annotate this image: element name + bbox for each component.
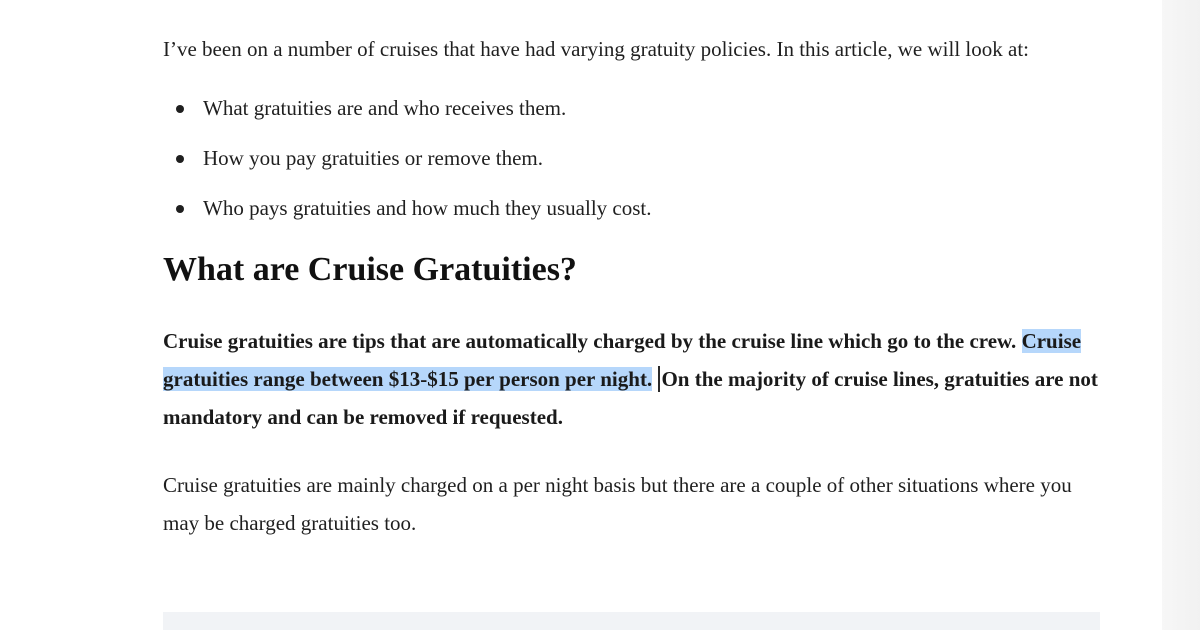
list-item-text: How you pay gratuities or remove them. [203, 146, 543, 170]
intro-paragraph: I’ve been on a number of cruises that have had varying gratuity policies. In this article, we will look at: [163, 37, 1029, 61]
next-content-block [163, 612, 1100, 630]
list-item [163, 93, 1103, 123]
body-paragraph: Cruise gratuities are mainly charged on a per night basis but there are a couple of other situations where you may be charged gratuities too. [163, 473, 1072, 535]
summary-text-after: On the majority of cruise lines, gratuities are not mandatory and can be removed if requested. [163, 367, 1098, 429]
list-item-text: What gratuities are and who receives them. [203, 96, 567, 120]
list-item [163, 193, 1103, 223]
bullet-icon [176, 105, 184, 113]
list-item-text: Who pays gratuities and how much they usually cost. [203, 196, 652, 220]
topic-list [163, 93, 1103, 223]
summary-paragraph[interactable] [163, 322, 1103, 436]
list-item [163, 143, 1103, 173]
selected-text[interactable]: Cruise gratuities range between $13-$15 per person per night. [163, 329, 1082, 391]
section-heading: What are Cruise Gratuities? [163, 251, 577, 288]
bullet-icon [176, 155, 184, 163]
summary-text-before: Cruise gratuities are tips that are automatically charged by the cruise line which go to the crew. [163, 329, 1022, 353]
bullet-icon [176, 205, 184, 213]
article-body [163, 30, 1103, 542]
scrollbar-track[interactable] [1162, 0, 1200, 630]
